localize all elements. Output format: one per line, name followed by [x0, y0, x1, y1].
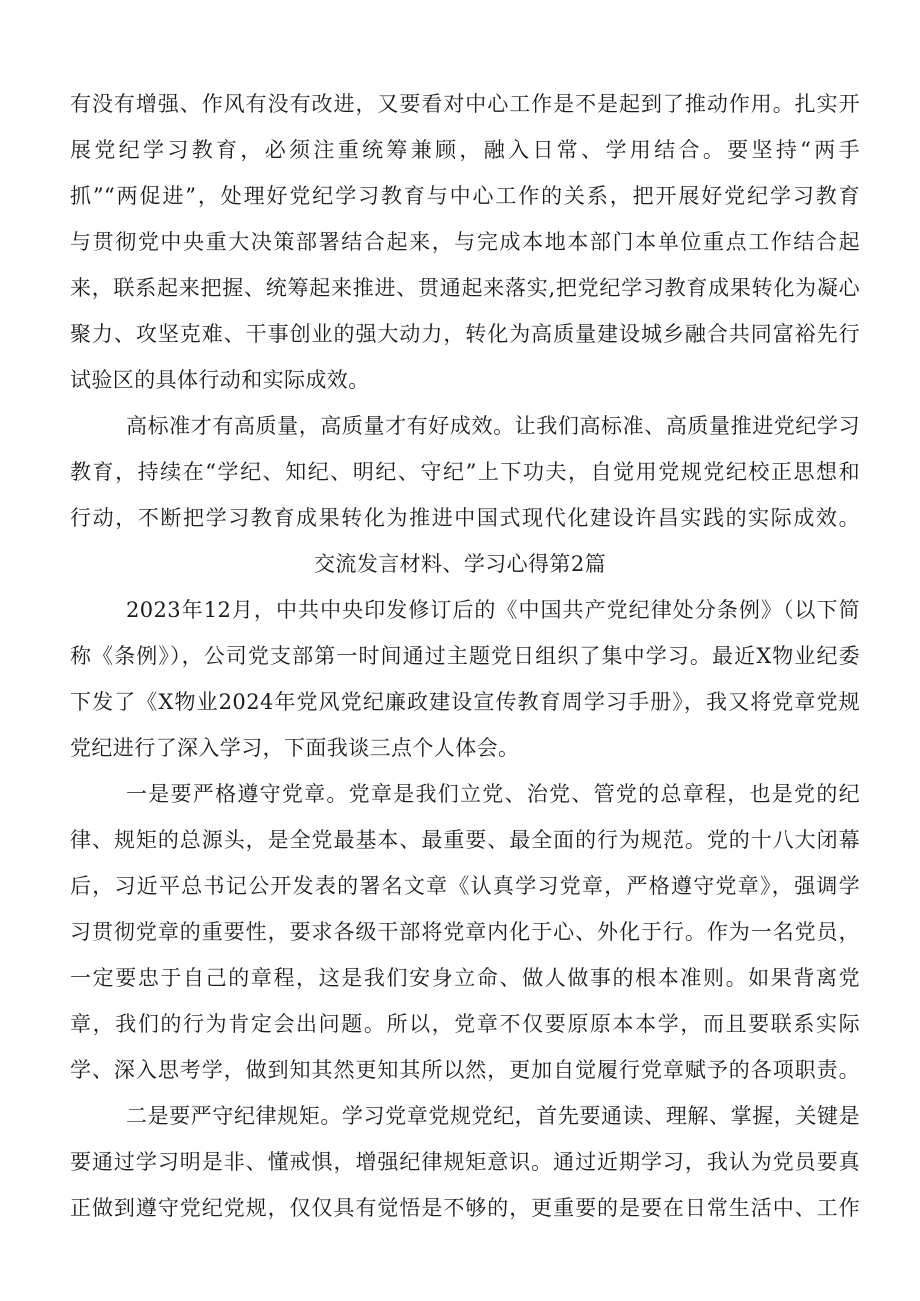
text-line: 二是要严守纪律规矩。学习党章党规党纪，首先要通读、理解、掌握，关键是	[126, 1104, 860, 1128]
text-line: 有没有增强、作风有没有改进，又要看对中心工作是不是起到了推动作用。扎实开	[70, 92, 860, 116]
text-line: 行动，不断把学习教育成果转化为推进中国式现代化建设许昌实践的实际成效。	[70, 506, 860, 530]
text-line: 聚力、攻坚克难、干事创业的强大动力，转化为高质量建设城乡融合共同富裕先行	[70, 322, 860, 346]
text-line: 一定要忠于自己的章程，这是我们安身立命、做人做事的根本准则。如果背离党	[70, 966, 860, 990]
text-line: 下发了《X物业2024年党风党纪廉政建设宣传教育周学习手册》，我又将党章党规	[70, 690, 860, 714]
text-line: 来，联系起来把握、统筹起来推进、贯通起来落实,把党纪学习教育成果转化为凝心	[70, 276, 860, 300]
text-line: 律、规矩的总源头，是全党最基本、最重要、最全面的行为规范。党的十八大闭幕	[70, 828, 860, 852]
text-line: 教育，持续在“学纪、知纪、明纪、守纪”上下功夫，自觉用党规党纪校正思想和	[70, 460, 860, 484]
text-line: 试验区的具体行动和实际成效。	[70, 368, 370, 392]
text-line: 高标准才有高质量，高质量才有好成效。让我们高标准、高质量推进党纪学习	[126, 414, 860, 438]
text-line: 一是要严格遵守党章。党章是我们立党、治党、管党的总章程，也是党的纪	[126, 782, 860, 806]
section-heading: 交流发言材料、学习心得第2篇	[314, 552, 606, 576]
text-line: 章，我们的行为肯定会出问题。所以，党章不仅要原原本本学，而且要联系实际	[70, 1012, 860, 1036]
text-line: 要通过学习明是非、懂戒惧，增强纪律规矩意识。通过近期学习，我认为党员要真	[70, 1150, 860, 1174]
text-line: 展党纪学习教育，必须注重统筹兼顾，融入日常、学用结合。要坚持“两手	[70, 138, 860, 162]
text-line: 正做到遵守党纪党规，仅仅具有觉悟是不够的，更重要的是要在日常生活中、工作	[70, 1196, 860, 1220]
text-line: 称《条例》），公司党支部第一时间通过主题党日组织了集中学习。最近X物业纪委	[70, 644, 860, 668]
text-line: 2023年12月，中共中央印发修订后的《中国共产党纪律处分条例》（以下简	[126, 598, 860, 622]
text-line: 学、深入思考学，做到知其然更知其所以然，更加自觉履行党章赋予的各项职责。	[70, 1058, 860, 1082]
text-line: 习贯彻党章的重要性，要求各级干部将党章内化于心、外化于行。作为一名党员，	[70, 920, 860, 944]
text-line: 党纪进行了深入学习，下面我谈三点个人体会。	[70, 736, 520, 760]
text-line: 与贯彻党中央重大决策部署结合起来，与完成本地本部门本单位重点工作结合起	[70, 230, 860, 254]
text-line: 后，习近平总书记公开发表的署名文章《认真学习党章，严格遵守党章》，强调学	[70, 874, 860, 898]
text-line: 抓”“两促进”，处理好党纪学习教育与中心工作的关系，把开展好党纪学习教育	[70, 184, 860, 208]
